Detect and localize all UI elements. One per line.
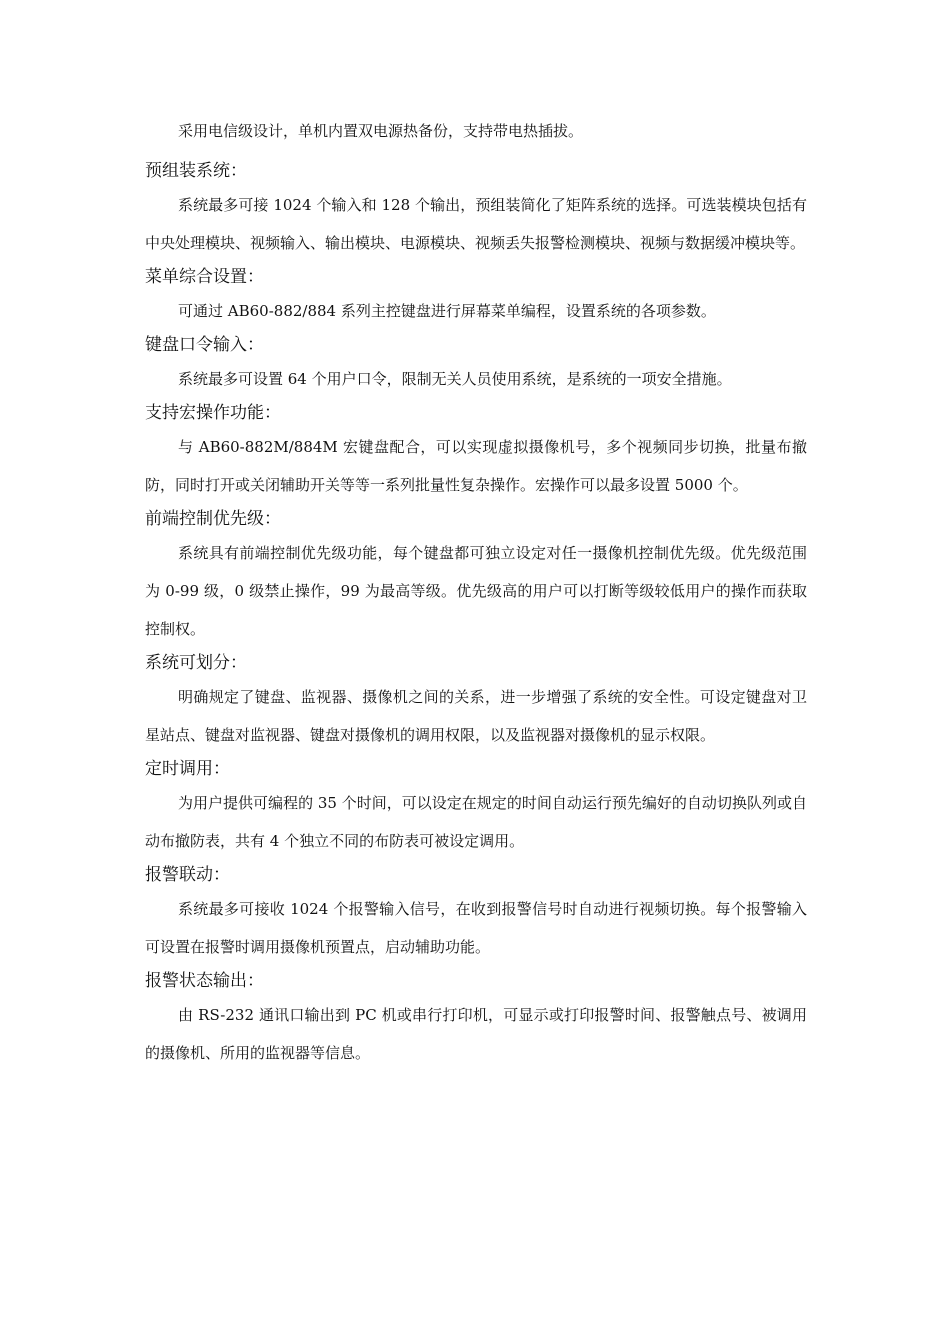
section-heading: 预组装系统：: [145, 161, 247, 181]
section-body: 系统最多可接 1024 个输入和 128 个输出，预组装简化了矩阵系统的选择。可选装模块包括有中央处理模块、视频输入、输出模块、电源模块、视频丢失报警检测模块、视频与数据缓冲模块等。: [145, 196, 807, 252]
feature-sections: [145, 156, 807, 1072]
section-body: 为用户提供可编程的 35 个时间，可以设定在规定的时间自动运行预先编好的自动切换队列或自动布撤防表，共有 4 个独立不同的布防表可被设定调用。: [145, 794, 807, 850]
section-heading: 定时调用：: [145, 759, 230, 779]
section-menu-settings: [145, 262, 807, 330]
section-heading: 菜单综合设置：: [145, 267, 264, 287]
section-body: 明确规定了键盘、监视器、摄像机之间的关系，进一步增强了系统的安全性。可设定键盘对卫星站点、键盘对监视器、键盘对摄像机的调用权限，以及监视器对摄像机的显示权限。: [145, 688, 807, 744]
section-keyboard-password: [145, 330, 807, 398]
intro-paragraph: 采用电信级设计，单机内置双电源热备份，支持带电热插拔。: [178, 122, 584, 140]
section-heading: 系统可划分：: [145, 653, 247, 673]
section-body: 系统具有前端控制优先级功能，每个键盘都可独立设定对任一摄像机控制优先级。优先级范围为 0-99 级，0 级禁止操作，99 为最高等级。优先级高的用户可以打断等级较低用户的操作而获取控制权。: [145, 544, 807, 638]
section-body: 与 AB60-882M/884M 宏键盘配合，可以实现虚拟摄像机号，多个视频同步切换，批量布撤防，同时打开或关闭辅助开关等等一系列批量性复杂操作。宏操作可以最多设置 5000 个。: [145, 438, 807, 494]
section-heading: 报警联动：: [145, 865, 230, 885]
section-body: 由 RS-232 通讯口输出到 PC 机或串行打印机，可显示或打印报警时间、报警触点号、被调用的摄像机、所用的监视器等信息。: [145, 1006, 807, 1062]
section-alarm-linkage: [145, 860, 807, 966]
section-macro-operations: [145, 398, 807, 504]
section-alarm-status-output: [145, 966, 807, 1072]
section-heading: 报警状态输出：: [145, 971, 264, 991]
section-heading: 支持宏操作功能：: [145, 403, 281, 423]
section-heading: 键盘口令输入：: [145, 335, 264, 355]
section-system-partition: [145, 648, 807, 754]
section-body: 系统最多可接收 1024 个报警输入信号，在收到报警信号时自动进行视频切换。每个报警输入可设置在报警时调用摄像机预置点，启动辅助功能。: [145, 900, 807, 956]
section-body: 可通过 AB60-882/884 系列主控键盘进行屏幕菜单编程，设置系统的各项参数。: [178, 302, 716, 320]
section-body: 系统最多可设置 64 个用户口令，限制无关人员使用系统，是系统的一项安全措施。: [178, 370, 732, 388]
section-control-priority: [145, 504, 807, 648]
section-preassembled: [145, 156, 807, 262]
section-heading: 前端控制优先级：: [145, 509, 281, 529]
section-timed-call: [145, 754, 807, 860]
